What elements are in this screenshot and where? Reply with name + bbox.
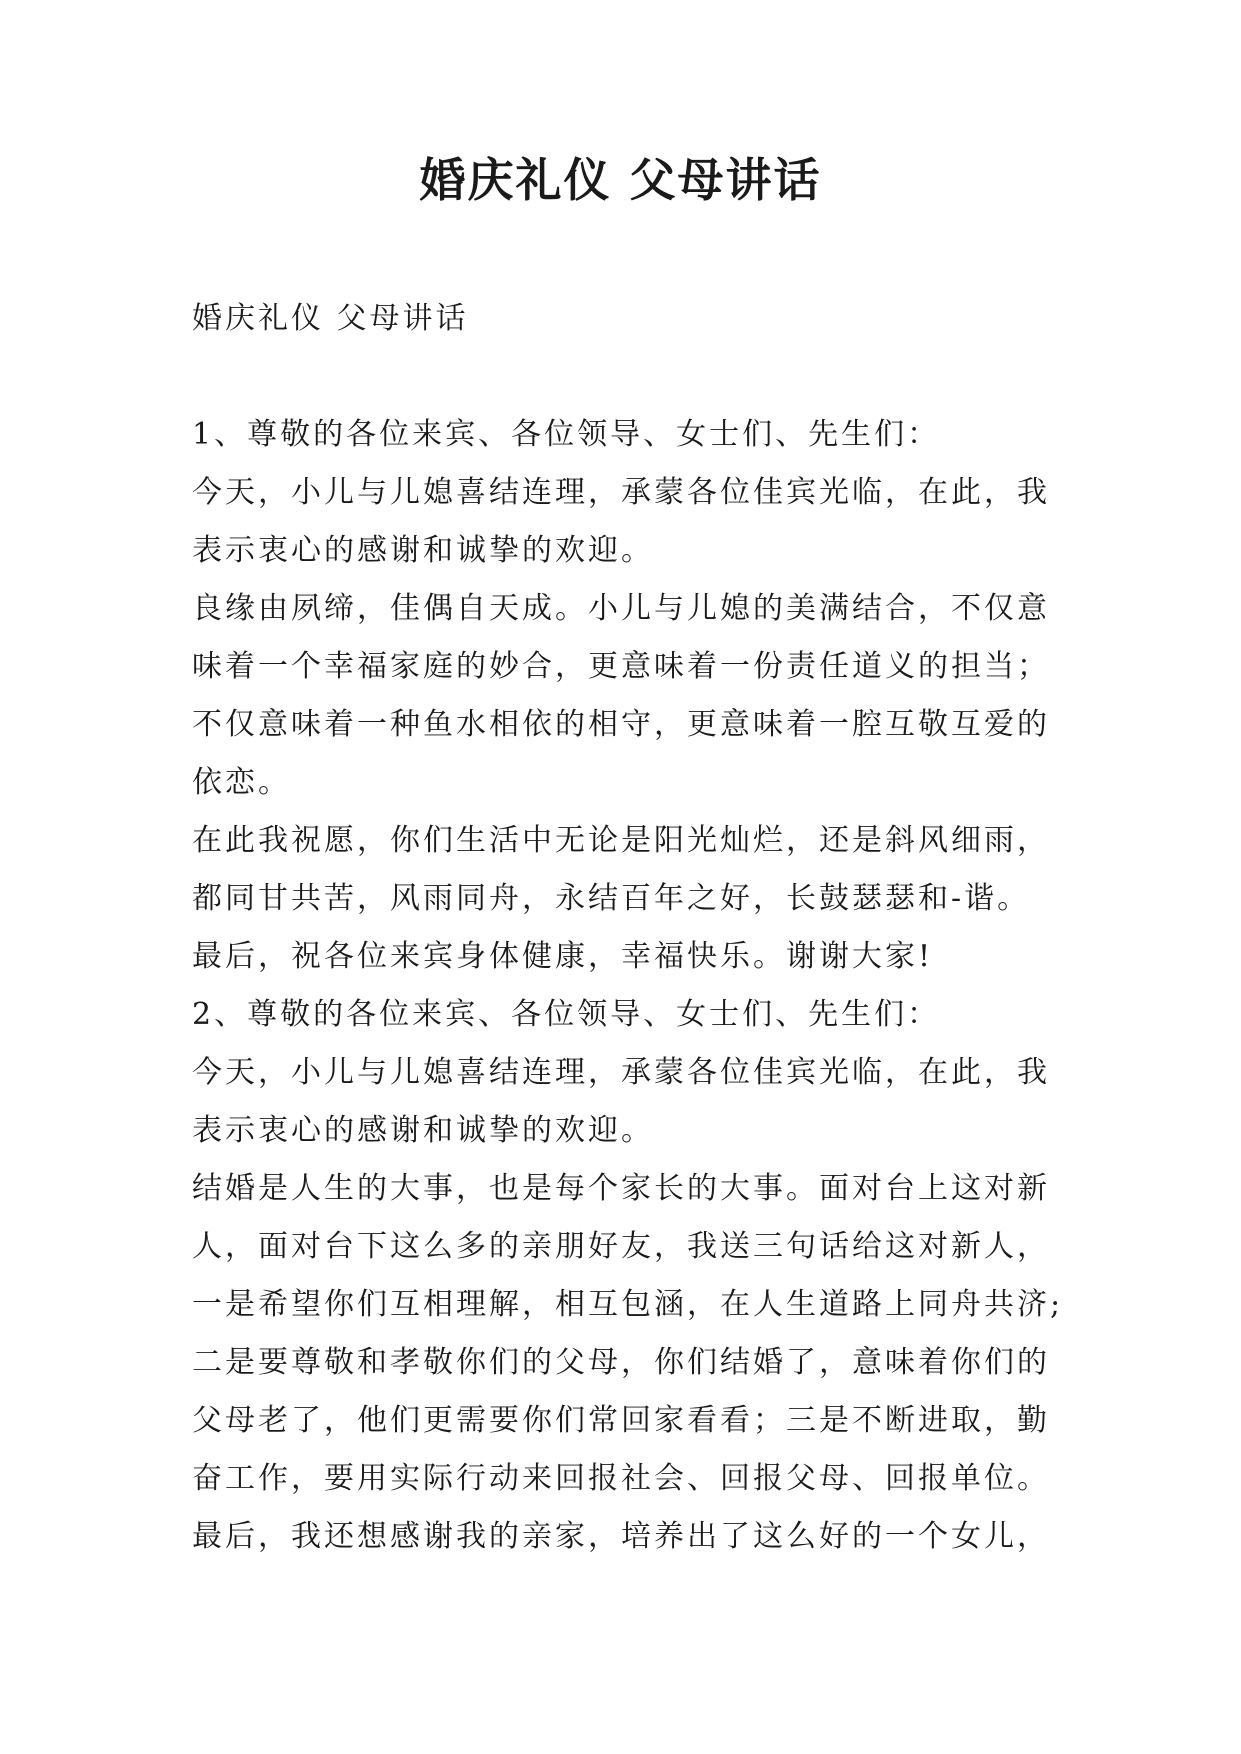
text-line: 父母老了，他们更需要你们常回家看看；三是不断进取，勤: [192, 1403, 1050, 1438]
text-line: 都同甘共苦，风雨同舟，永结百年之好，长鼓瑟瑟和-谐。: [192, 881, 1031, 916]
text-line: 2、尊敬的各位来宾、各位领导、女士们、先生们：: [192, 997, 941, 1032]
text-line: 不仅意味着一种鱼水相依的相守，更意味着一腔互敬互爱的: [192, 707, 1050, 742]
text-line: 依恋。: [192, 765, 291, 800]
text-line: 1、尊敬的各位来宾、各位领导、女士们、先生们：: [192, 417, 941, 452]
text-line: 最后，祝各位来宾身体健康，幸福快乐。谢谢大家!: [192, 939, 934, 974]
text-line: 在此我祝愿，你们生活中无论是阳光灿烂，还是斜风细雨，: [192, 823, 1050, 858]
text-line: 味着一个幸福家庭的妙合，更意味着一份责任道义的担当；: [192, 649, 1050, 684]
text-line: 表示衷心的感谢和诚挚的欢迎。: [192, 1113, 654, 1148]
text-line: 人，面对台下这么多的亲朋好友，我送三句话给这对新人，: [192, 1229, 1050, 1264]
text-line: 今天，小儿与儿媳喜结连理，承蒙各位佳宾光临，在此，我: [192, 475, 1050, 510]
document-title: 婚庆礼仪 父母讲话: [419, 153, 822, 207]
text-line: 二是要尊敬和孝敬你们的父母，你们结婚了，意味着你们的: [192, 1345, 1050, 1380]
text-line: 良缘由夙缔，佳偶自天成。小儿与儿媳的美满结合，不仅意: [192, 591, 1050, 626]
text-line: 表示衷心的感谢和诚挚的欢迎。: [192, 533, 654, 568]
document-subtitle: 婚庆礼仪 父母讲话: [192, 301, 469, 336]
text-line: 结婚是人生的大事，也是每个家长的大事。面对台上这对新: [192, 1171, 1050, 1206]
text-line: 今天，小儿与儿媳喜结连理，承蒙各位佳宾光临，在此，我: [192, 1055, 1050, 1090]
text-line: 一是希望你们互相理解，相互包涵，在人生道路上同舟共济;: [192, 1287, 1064, 1322]
text-line: 奋工作，要用实际行动来回报社会、回报父母、回报单位。: [192, 1461, 1050, 1496]
body-text: [192, 406, 1063, 1566]
text-line: 最后，我还想感谢我的亲家，培养出了这么好的一个女儿，: [192, 1519, 1050, 1554]
